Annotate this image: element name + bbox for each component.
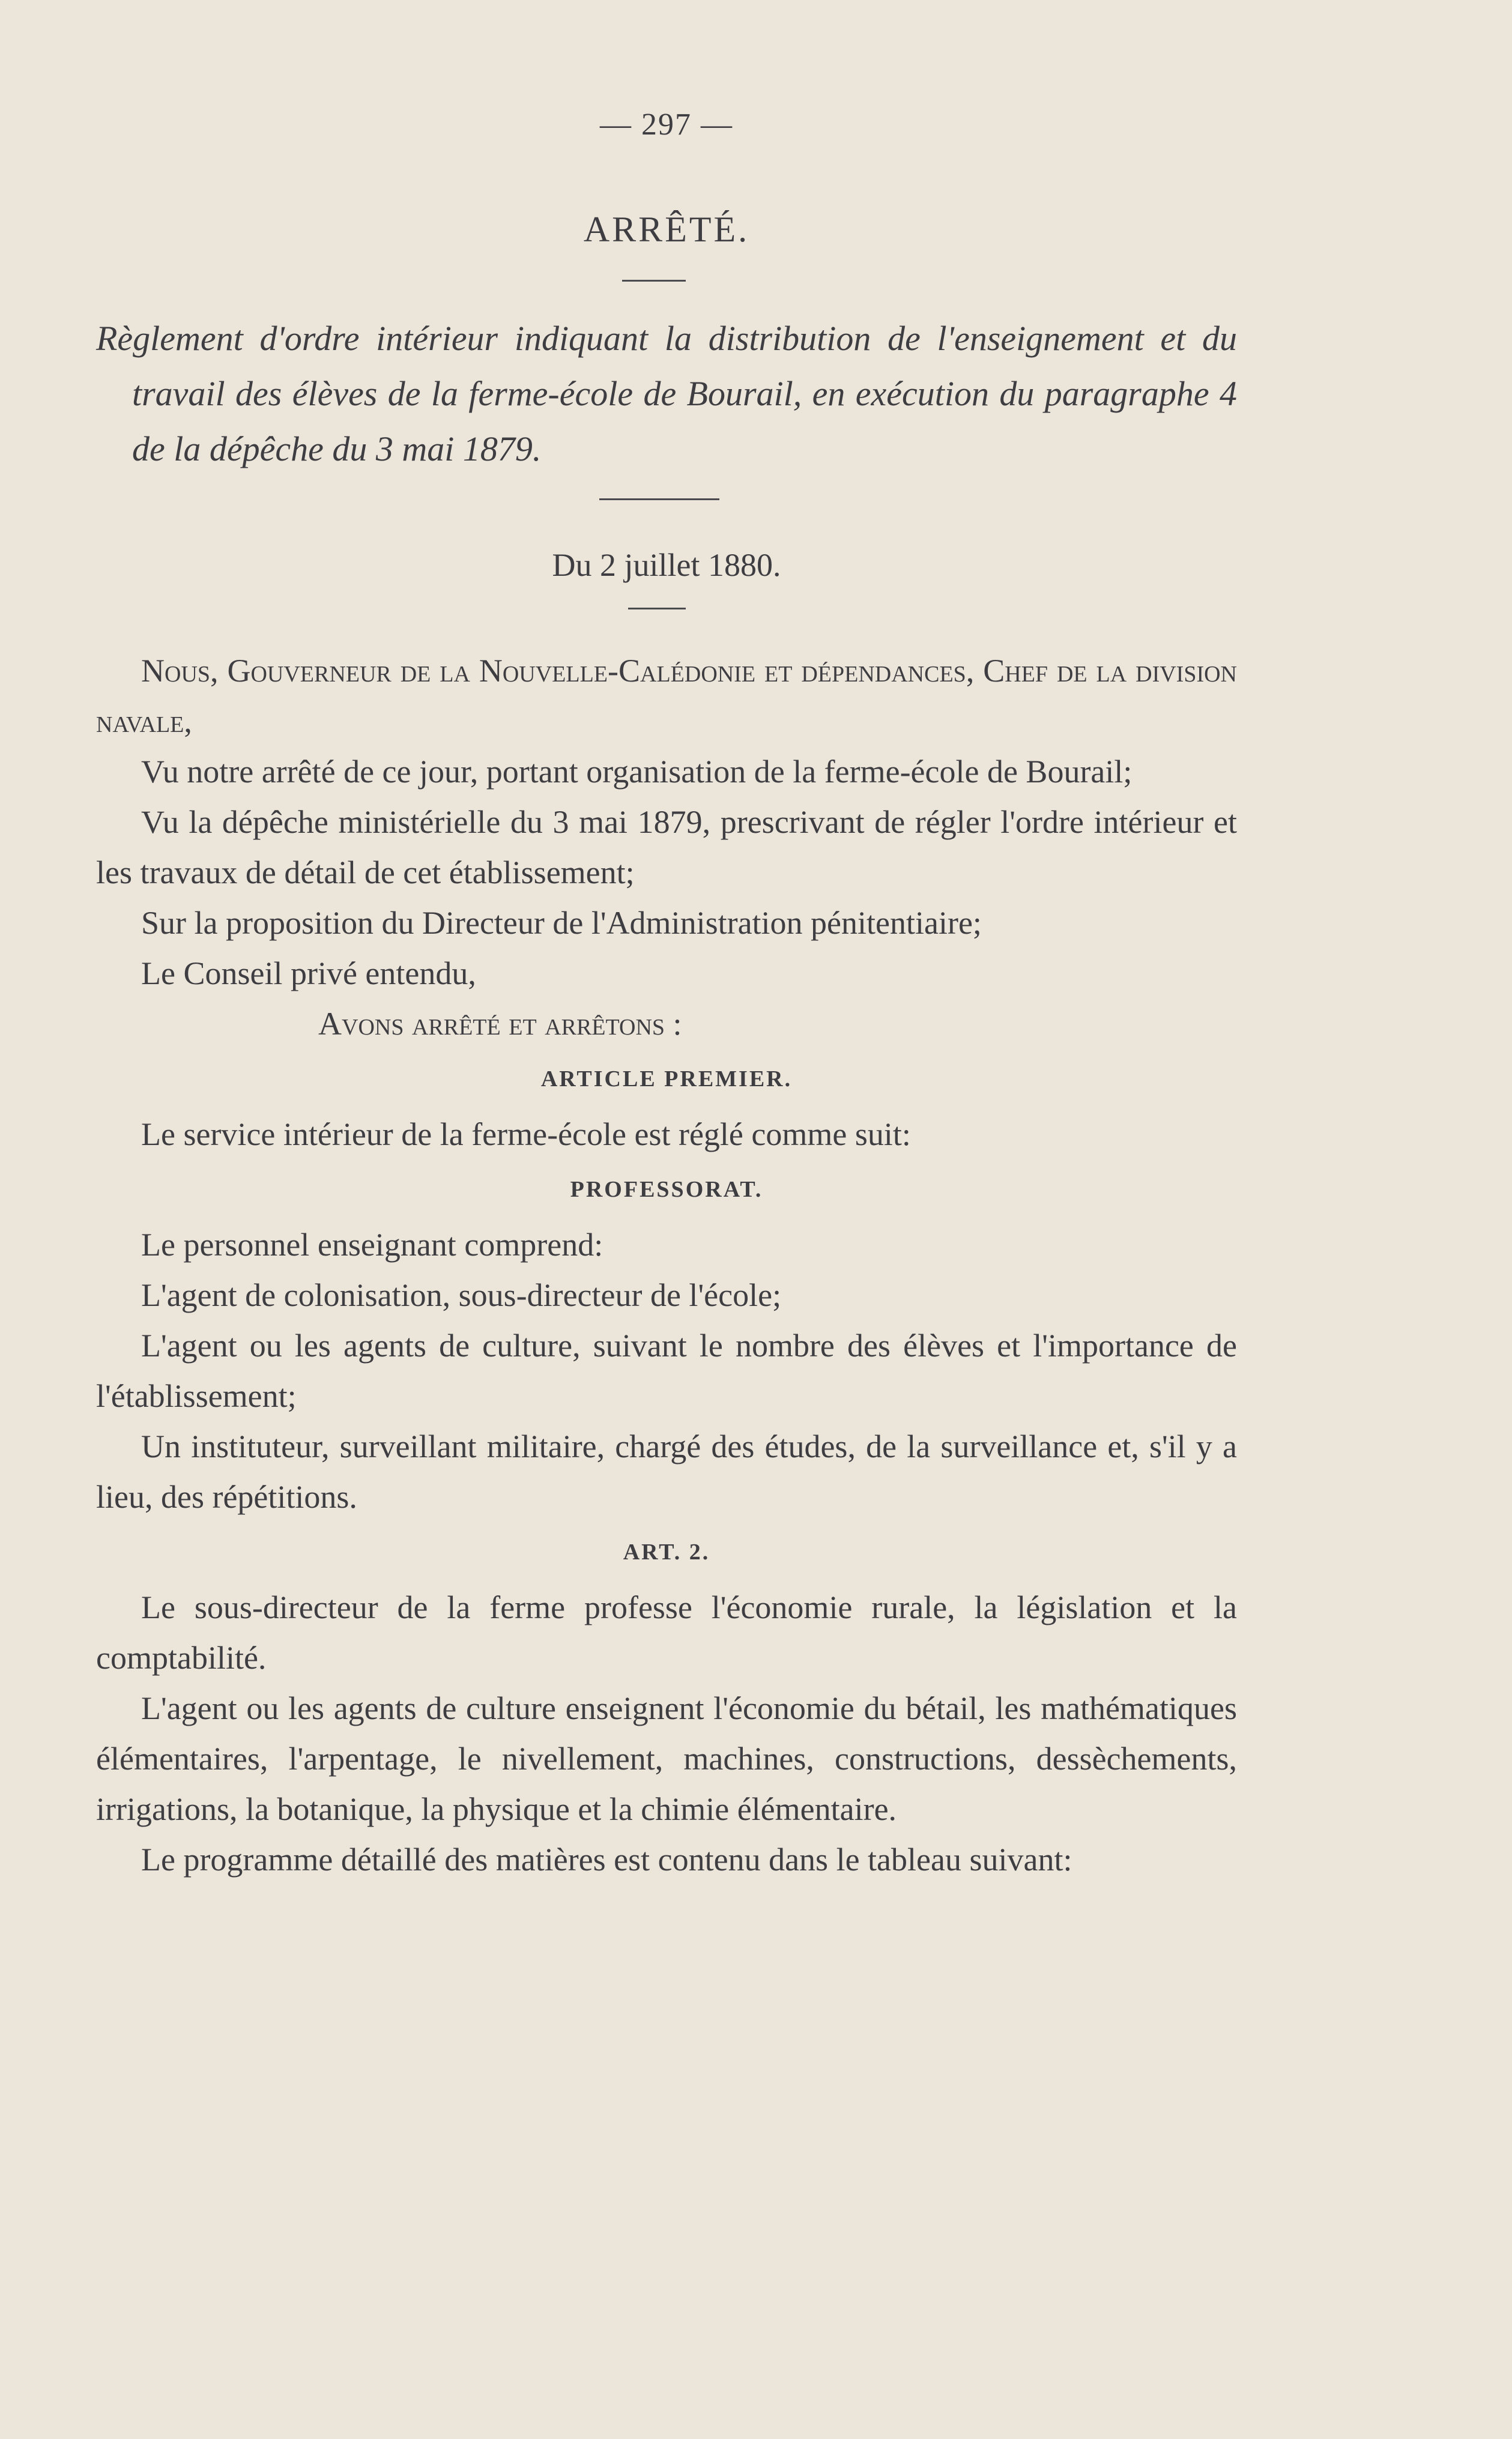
document-body	[96, 645, 1237, 1885]
professorat-item: Le personnel enseignant comprend:	[141, 1227, 603, 1263]
professorat-item: L'agent de colonisation, sous-directeur de l'école;	[141, 1277, 782, 1313]
considerant: Sur la proposition du Directeur de l'Administration pénitentiaire;	[141, 905, 982, 941]
document-title: Règlement d'ordre intérieur indiquant la distribution de l'enseignement et du travail des élèves de la ferme-école de Bourail, en exécution du paragraphe 4 de la dépêche du 3 mai 1879.	[96, 319, 1237, 468]
considerant: Vu notre arrêté de ce jour, portant organisation de la ferme-école de Bourail;	[141, 754, 1132, 790]
article-2-paragraph: L'agent ou les agents de culture enseignent l'économie du bétail, les mathématiques élémentaires, l'arpentage, le nivellement, machines, constructions, dessèchements, irrigations, la botanique, la physique et la chimie élémentaire.	[96, 1690, 1237, 1827]
professorat-heading: PROFESSORAT.	[570, 1177, 763, 1202]
article-1-text: Le service intérieur de la ferme-école est réglé comme suit:	[141, 1116, 911, 1152]
page-number: — 297 —	[600, 107, 733, 142]
professorat-item: L'agent ou les agents de culture, suivant le nombre des élèves et l'importance de l'établissement;	[96, 1328, 1237, 1414]
professorat-item: Un instituteur, surveillant militaire, chargé des études, de la surveillance et, s'il y a lieu, des répétitions.	[96, 1428, 1237, 1515]
divider	[622, 280, 686, 282]
preamble: Nous, Gouverneur de la Nouvelle-Calédonie et dépendances, Chef de la division navale,	[96, 653, 1237, 739]
avons-arrete: Avons arrêté et arrêtons :	[318, 1006, 682, 1042]
article-2-heading: ART. 2.	[623, 1540, 710, 1565]
considerant: Vu la dépêche ministérielle du 3 mai 1879, prescrivant de régler l'ordre intérieur et les travaux de détail de cet établissement;	[96, 804, 1237, 890]
article-1-heading: ARTICLE PREMIER.	[540, 1066, 793, 1092]
document-date: Du 2 juillet 1880.	[552, 547, 781, 583]
considerant: Le Conseil privé entendu,	[141, 955, 476, 991]
divider	[628, 608, 686, 609]
divider	[599, 498, 719, 500]
document-heading: ARRÊTÉ.	[583, 210, 750, 249]
article-2-paragraph: Le sous-directeur de la ferme professe l'économie rurale, la législation et la comptabilité.	[96, 1589, 1237, 1676]
article-2-paragraph: Le programme détaillé des matières est contenu dans le tableau suivant:	[141, 1842, 1072, 1878]
